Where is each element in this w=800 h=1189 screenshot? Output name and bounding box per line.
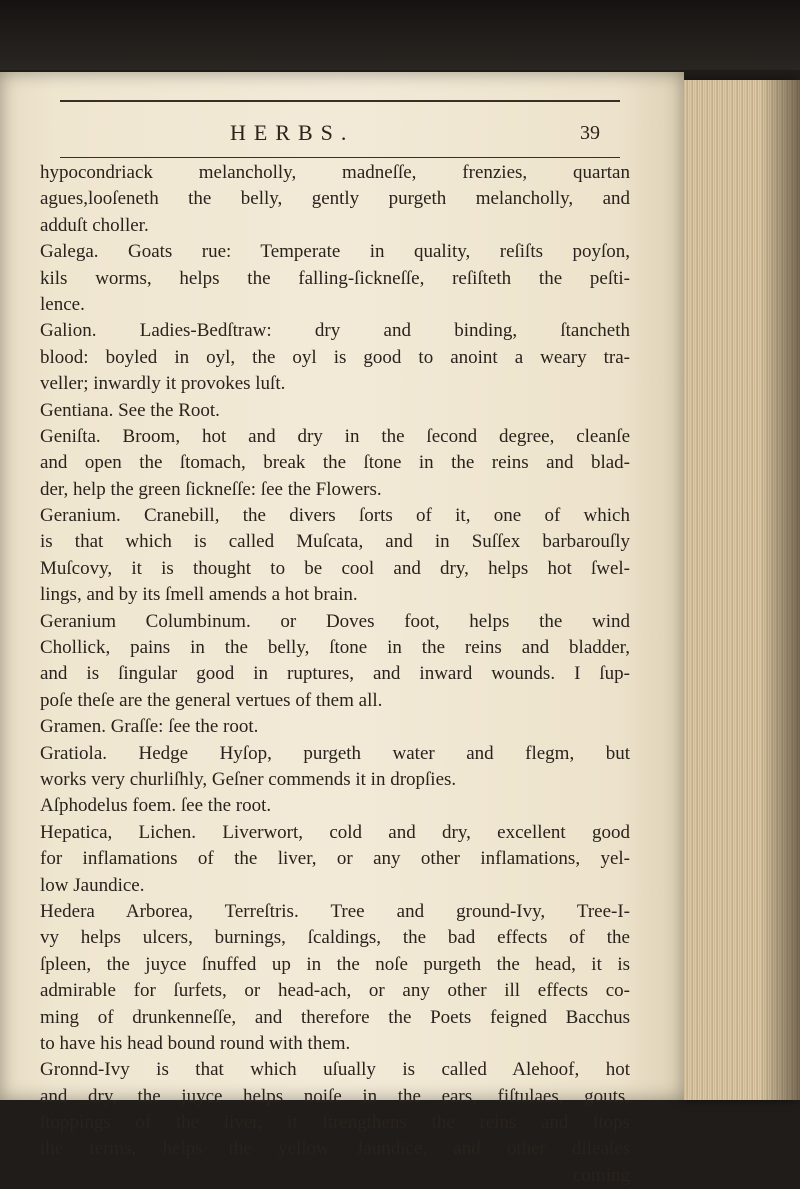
background-shadow (0, 0, 800, 70)
text-line: vy helps ulcers, burnings, ſcaldings, the bad effects of the (40, 927, 630, 949)
text-line: Gratiola. Hedge Hyſop, purgeth water and flegm, but (40, 742, 630, 764)
text-line: to have his head bound round with them. (40, 1032, 351, 1054)
text-line: Gramen. Graſſe: ſee the root. (40, 716, 259, 738)
text-line: der, help the green ſickneſſe: ſee the Flowers. (40, 478, 382, 500)
catchword: coming (573, 1164, 630, 1186)
text-line: hypocondriack melancholly, madneſſe, frenzies, quartan (40, 162, 630, 183)
text-line: and is ſingular good in ruptures, and inward wounds. I ſup- (40, 663, 630, 685)
text-line: Galega. Goats rue: Temperate in quality, reſiſts poyſon, (40, 241, 630, 263)
text-line: Muſcovy, it is thought to be cool and dry, helps hot ſwel- (40, 557, 630, 579)
text-line: Aſphodelus foem. ſee the root. (40, 795, 272, 817)
text-line: poſe theſe are the general vertues of them all. (40, 689, 383, 711)
text-line: veller; inwardly it provokes luſt. (40, 373, 286, 395)
text-line: lings, and by its ſmell amends a hot brain. (40, 584, 358, 606)
text-line: is that which is called Muſcata, and in Suſſex barbarouſly (40, 531, 630, 553)
text-line: and dry, the juyce helps noiſe in the ears, fiſtulaes, gouts, (40, 1085, 630, 1107)
text-line: Geranium Columbinum. or Doves foot, helps the wind (40, 610, 630, 632)
text-line: Hepatica, Lichen. Liverwort, cold and dry, excellent good (40, 821, 630, 843)
text-line: Chollick, pains in the belly, ſtone in the reins and bladder, (40, 637, 630, 659)
text-line: admirable for ſurfets, or head-ach, or any other ill effects co- (40, 980, 630, 1002)
text-line: kils worms, helps the falling-ſickneſſe, reſiſteth the peſti- (40, 267, 630, 289)
header-rule-top (60, 100, 620, 102)
running-title: HERBS. (230, 120, 355, 145)
text-line: Galion. Ladies-Bedſtraw: dry and binding, ſtancheth (40, 320, 630, 342)
text-line: for inflamations of the liver, or any other inflamations, yel- (40, 848, 630, 870)
text-line: ming of drunkenneſſe, and therefore the Poets feigned Bacchus (40, 1006, 630, 1028)
text-line: blood: boyled in oyl, the oyl is good to anoint a weary tra- (40, 346, 630, 368)
text-line: ſpleen, the juyce ſnuffed up in the noſe purgeth the head, it is (40, 953, 630, 975)
body-text (40, 160, 630, 1189)
text-line: and open the ſtomach, break the ſtone in the reins and blad- (40, 452, 630, 474)
text-line: the terms, helps the yellow Jaundice, and other diſeaſes (40, 1138, 630, 1160)
text-line: Hedera Arborea, Terreſtris. Tree and ground-Ivy, Tree-I- (40, 900, 630, 922)
text-line: works very churliſhly, Geſner commends it in dropſies. (40, 768, 457, 790)
text-line: Geranium. Cranebill, the divers ſorts of it, one of which (40, 505, 630, 527)
text-line: Geniſta. Broom, hot and dry in the ſecond degree, cleanſe (40, 425, 630, 447)
text-line: ſtoppings of the liver, it ſtrengthens the reins and ſtops (40, 1112, 630, 1134)
text-line: agues,looſeneth the belly, gently purgeth melancholly, and (40, 188, 630, 210)
page-number: 39 (580, 122, 600, 144)
text-line: adduſt choller. (40, 214, 149, 236)
text-line: Gronnd-Ivy is that which uſually is called Alehoof, hot (40, 1059, 630, 1081)
text-line: lence. (40, 293, 85, 315)
header-rule-bottom (60, 157, 620, 158)
text-line: low Jaundice. (40, 874, 145, 896)
text-line: Gentiana. See the Root. (40, 399, 220, 421)
page-edge-shadow (760, 80, 800, 1100)
